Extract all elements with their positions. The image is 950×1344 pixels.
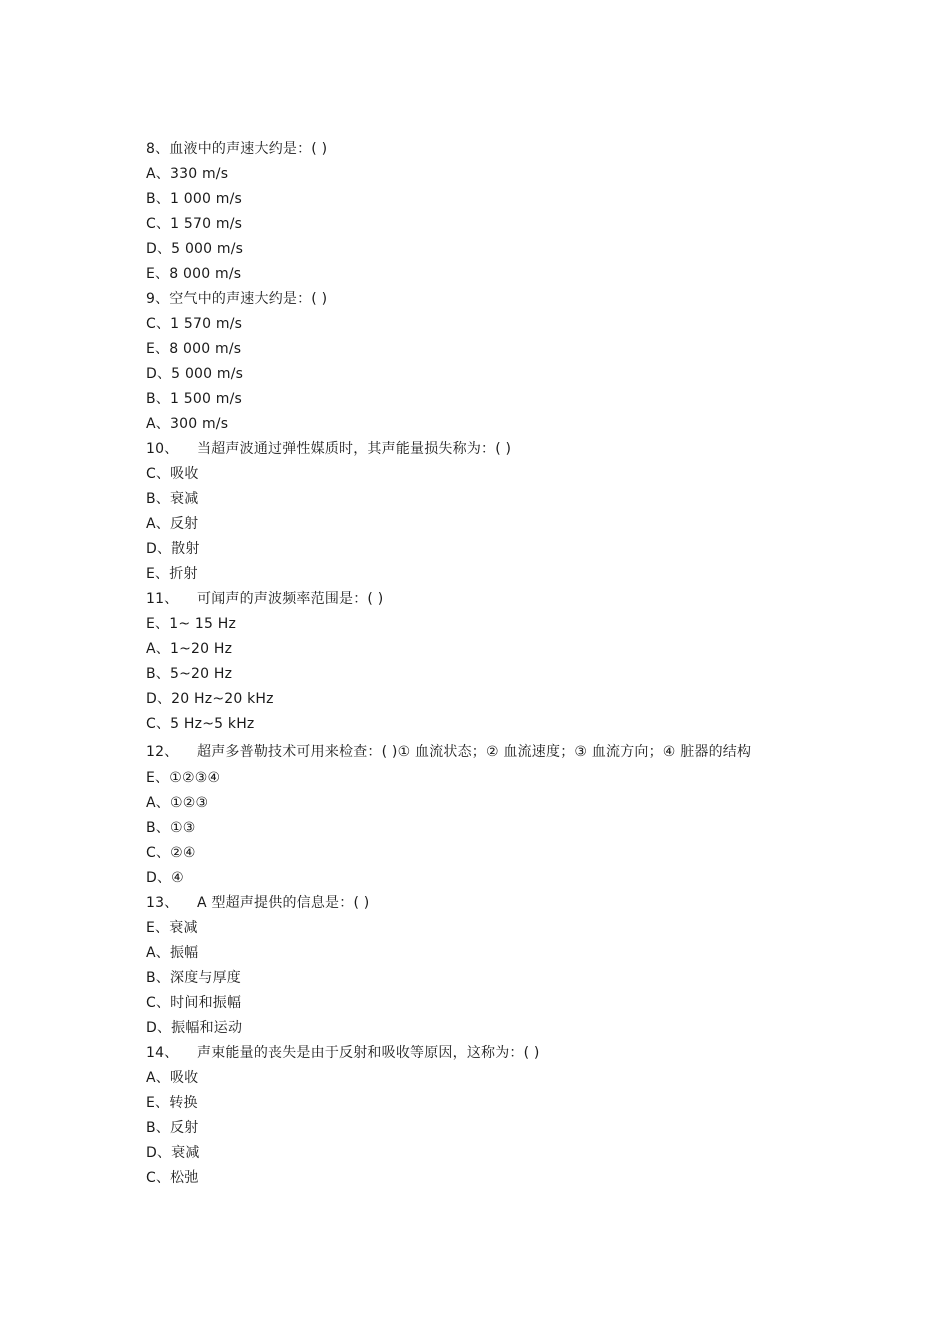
option: E、①②③④ (146, 770, 221, 786)
option: E、衰减 (146, 920, 198, 936)
option: A、1~20 Hz (146, 641, 233, 657)
question-stem: 9、空气中的声速大约是：( ) (146, 291, 328, 307)
option: C、5 Hz~5 kHz (146, 716, 255, 732)
option: B、衰减 (146, 491, 199, 507)
option: D、振幅和运动 (146, 1020, 243, 1036)
option: B、1 500 m/s (146, 391, 242, 407)
option: B、深度与厚度 (146, 970, 242, 986)
option: D、④ (146, 870, 184, 886)
question-stem: 11、 可闻声的声波频率范围是：( ) (146, 591, 384, 607)
option: C、1 570 m/s (146, 216, 243, 232)
option: E、8 000 m/s (146, 341, 242, 357)
question-stem: 14、 声束能量的丧失是由于反射和吸收等原因，这称为：( ) (146, 1045, 540, 1061)
question-stem: 13、 A 型超声提供的信息是：( ) (146, 895, 370, 911)
option: D、20 Hz~20 kHz (146, 691, 274, 707)
option: C、②④ (146, 845, 196, 861)
option: B、①③ (146, 820, 196, 836)
option: A、吸收 (146, 1070, 199, 1086)
option: B、5~20 Hz (146, 666, 233, 682)
option: C、松弛 (146, 1170, 199, 1186)
question-stem: 12、 超声多普勒技术可用来检查：( )① 血流状态；② 血流速度；③ 血流方向；④ 脏器的结构 (146, 744, 752, 760)
option: A、330 m/s (146, 166, 229, 182)
option: C、吸收 (146, 466, 199, 482)
option: B、1 000 m/s (146, 191, 242, 207)
option: E、折射 (146, 566, 198, 582)
option: E、1~ 15 Hz (146, 616, 237, 632)
option: E、转换 (146, 1095, 198, 1111)
option: A、①②③ (146, 795, 209, 811)
question-stem: 8、血液中的声速大约是：( ) (146, 141, 328, 157)
option: D、5 000 m/s (146, 241, 244, 257)
option: D、衰减 (146, 1145, 200, 1161)
option: B、反射 (146, 1120, 199, 1136)
option: A、300 m/s (146, 416, 229, 432)
option: C、1 570 m/s (146, 316, 243, 332)
question-list (146, 140, 806, 1194)
option: D、5 000 m/s (146, 366, 244, 382)
option: E、8 000 m/s (146, 266, 242, 282)
option: C、时间和振幅 (146, 995, 242, 1011)
option: A、振幅 (146, 945, 199, 961)
option: A、反射 (146, 516, 199, 532)
option: D、散射 (146, 541, 200, 557)
question-stem: 10、 当超声波通过弹性媒质时，其声能量损失称为：( ) (146, 441, 512, 457)
